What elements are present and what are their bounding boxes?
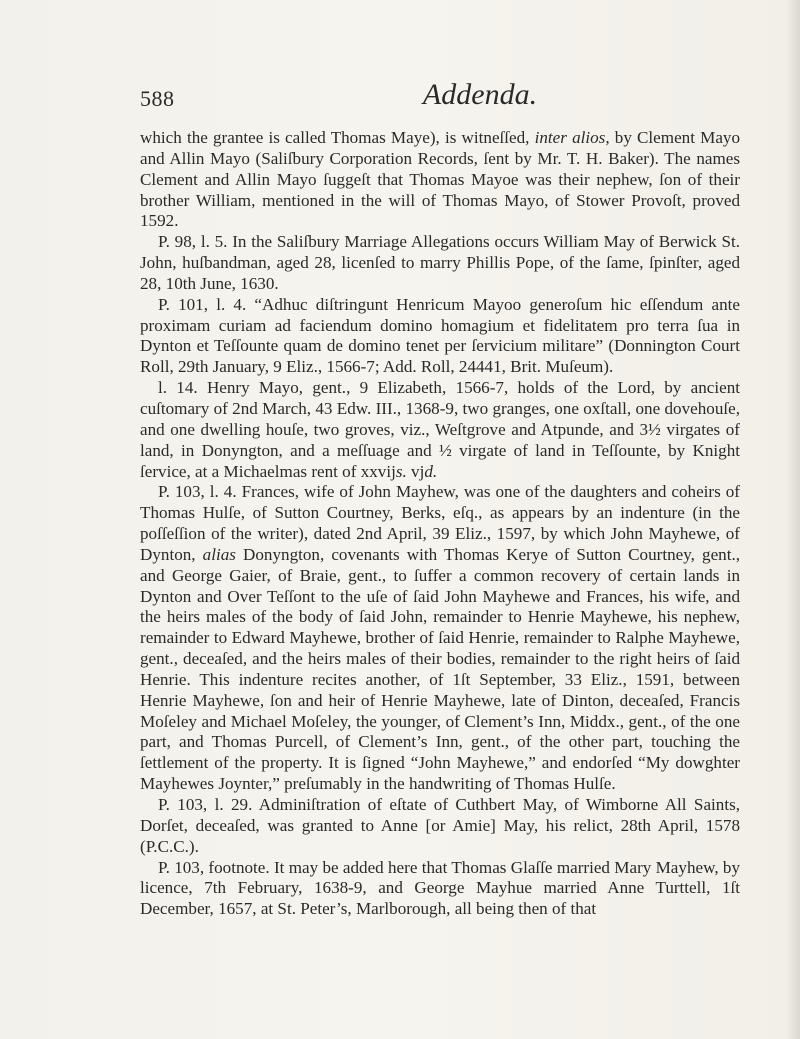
page-number: 588: [140, 86, 175, 111]
page-body-text: [140, 128, 740, 920]
page-header: [140, 78, 740, 118]
running-title: Addenda.: [422, 78, 538, 111]
page-edge-shadow: [786, 0, 800, 1039]
paragraph: P. 103, l. 29. Adminiſtration of eſtate of Cuthbert May, of Wimborne All Saints, Dorſet, deceaſed, was granted to Anne [or Amie] May, his relict, 28th April, 1578 (P.C.C.).: [140, 795, 740, 856]
paragraph: P. 103, l. 4. Frances, wife of John Mayhew, was one of the daughters and coheirs of Thomas Hulſe, of Sutton Courtney, Berks, eſq., as appears by an indenture (in the poſſeſſion of the writer), dated 2nd April, 39 Eliz., 1597, by which John Mayhewe, of Dynton, alias Donyngton, covenants with Thomas Kerye of Sutton Courtney, gent., and George Gaier, of Braie, gent., to ſuffer a common recovery of certain lands in Dynton and Over Teſſont to the uſe of ſaid John Mayhewe and Frances, his wife, and the heirs males of the body of ſaid John, remainder to Henrie Mayhewe, his nephew, remainder to Edward Mayhewe, brother of ſaid Henrie, remainder to Ralphe Mayhewe, gent., deceaſed, and the heirs males of their bodies, remainder to the right heirs of ſaid Henrie. This indenture recites another, of 1ſt September, 33 Eliz., 1591, between Henrie Mayhewe, ſon and heir of Henrie Mayhewe, late of Dinton, deceaſed, Francis Moſeley and Michael Moſeley, the younger, of Clement’s Inn, Middx., gent., of the one part, and Thomas Purcell, of Clement’s Inn, gent., of the other part, touching the ſettlement of the property. It is ſigned “John Mayhewe,” and endorſed “My dowghter Mayhewes Joynter,” preſumably in the handwriting of Thomas Hulſe.: [140, 482, 741, 794]
paragraph: which the grantee is called Thomas Maye), is witneſſed, inter alios, by Clement Mayo and Allin Mayo (Saliſbury Corporation Records, ſent by Mr. T. H. Baker). The names Clement and Allin Mayo ſuggeſt that Thomas Mayoe was their nephew, ſon of their brother William, mentioned in the will of Thomas Mayo, of Stower Provoſt, proved 1592.: [140, 128, 740, 231]
paragraph: P. 98, l. 5. In the Saliſbury Marriage Allegations occurs William May of Berwick St. John, huſbandman, aged 28, licenſed to marry Phillis Pope, of the ſame, ſpinſter, aged 28, 10th June, 1630.: [140, 232, 740, 293]
paragraph: l. 14. Henry Mayo, gent., 9 Elizabeth, 1566-7, holds of the Lord, by ancient cuſtomary of 2nd March, 43 Edw. III., 1368-9, two granges, one oxſtall, one dovehouſe, and one dwelling houſe, two groves, viz., Weſtgrove and Atpunde, and 3½ virgates of land, in Donyngton, and a meſſuage and ½ virgate of land in Teſſounte, by Knight ſervice, at a Michaelmas rent of xxvijs. vjd.: [140, 378, 740, 481]
paragraph: P. 103, footnote. It may be added here that Thomas Glaſſe married Mary Mayhew, by licence, 7th February, 1638-9, and George Mayhue married Anne Turttell, 1ſt December, 1657, at St. Peter’s, Marlborough, all being then of that: [140, 857, 740, 919]
paragraph: P. 101, l. 4. “Adhuc diſtringunt Henricum Mayoo generoſum hic eſſendum ante proximam curiam ad faciendum domino homagium et fidelitatem pro terra ſua in Dynton et Teſſounte quam de domino tenet per ſervicium militare” (Donnington Court Roll, 29th January, 9 Eliz., 1566-7; Add. Roll, 24441, Brit. Muſeum).: [140, 294, 740, 377]
